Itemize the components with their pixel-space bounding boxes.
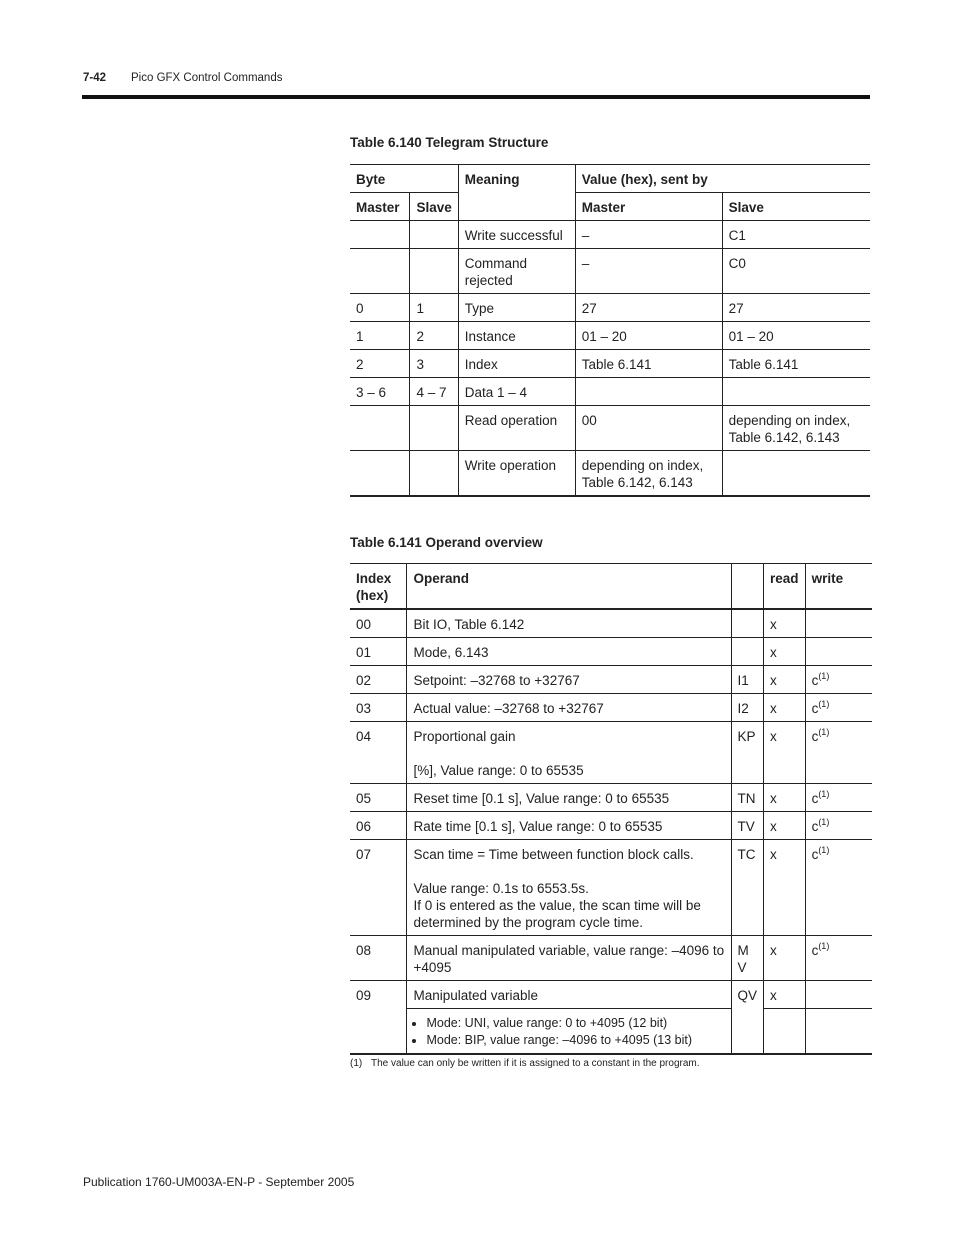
cell-value-slave: [722, 378, 870, 406]
list-item: • Mode: UNI, value range: 0 to +4095 (12 bit): [426, 1015, 724, 1032]
cell-value-slave: 27: [722, 294, 870, 322]
cell-byte-slave: 2: [410, 322, 458, 350]
cell-operand: Setpoint: –32768 to +32767: [407, 666, 731, 694]
footnote-ref: (1): [818, 817, 830, 827]
cell-value-master: [575, 378, 722, 406]
table-row: [350, 322, 870, 350]
header-value: Value (hex), sent by: [575, 165, 870, 193]
footnote-text: The value can only be written if it is assigned to a constant in the program.: [371, 1058, 700, 1069]
cell-value-slave: 01 – 20: [722, 322, 870, 350]
cell-code: I2: [731, 694, 764, 722]
footnote-ref: (1): [818, 845, 830, 855]
table-row: [350, 350, 870, 378]
write-value: c: [811, 673, 819, 688]
operand-line: Scan time = Time between function block calls.: [413, 847, 694, 862]
header-byte-master: Master: [350, 193, 410, 221]
cell-read: x: [764, 784, 806, 812]
table-row: [350, 666, 872, 694]
cell-code: TN: [731, 784, 764, 812]
cell-value-master: 00: [575, 406, 722, 451]
cell-read: x: [764, 981, 806, 1009]
cell-read: x: [764, 609, 806, 638]
cell-value-master: –: [575, 221, 722, 249]
cell-read: x: [764, 936, 806, 981]
cell-operand: [407, 840, 731, 936]
cell-write: [805, 1009, 872, 1055]
cell-code: [731, 638, 764, 666]
cell-meaning: Index: [458, 350, 575, 378]
cell-value-slave: C0: [722, 249, 870, 294]
table-header-row: [350, 564, 872, 610]
table-row: [350, 981, 872, 1009]
header-value-master: Master: [575, 193, 722, 221]
table-row: [350, 694, 872, 722]
table-row: [350, 294, 870, 322]
cell-write: [805, 609, 872, 638]
operand-line: [%], Value range: 0 to 65535: [413, 763, 584, 778]
cell-index: 06: [350, 812, 407, 840]
cell-write: [805, 784, 872, 812]
cell-byte-master: [350, 406, 410, 451]
write-value: c: [811, 847, 819, 862]
cell-read: x: [764, 666, 806, 694]
header-code: [731, 564, 764, 610]
write-value: c: [811, 791, 819, 806]
cell-value-master: 01 – 20: [575, 322, 722, 350]
list-item: • Mode: BIP, value range: –4096 to +4095 (13 bit): [426, 1032, 724, 1049]
operand-line: Value range: 0.1s to 6553.5s.: [413, 881, 589, 896]
footnote-number: (1): [350, 1058, 363, 1069]
cell-read: x: [764, 722, 806, 784]
header-value-slave: Slave: [722, 193, 870, 221]
header-read: read: [764, 564, 806, 610]
cell-operand: Bit IO, Table 6.142: [407, 609, 731, 638]
table-caption-operand: Table 6.141 Operand overview: [350, 535, 543, 550]
cell-byte-slave: [410, 221, 458, 249]
cell-value-slave: depending on index, Table 6.142, 6.143: [722, 406, 870, 451]
header-byte: Byte: [350, 165, 458, 193]
cell-code: I1: [731, 666, 764, 694]
write-value: c: [811, 729, 819, 744]
footnote-ref: (1): [818, 671, 830, 681]
cell-byte-slave: 4 – 7: [410, 378, 458, 406]
cell-code: M V: [731, 936, 764, 981]
cell-meaning: Write operation: [458, 451, 575, 497]
cell-operand: Mode, 6.143: [407, 638, 731, 666]
footnote-ref: (1): [818, 727, 830, 737]
cell-index: 00: [350, 609, 407, 638]
table-header-row: [350, 165, 870, 193]
cell-meaning: Type: [458, 294, 575, 322]
table-row: [350, 406, 870, 451]
footnote: [350, 1058, 700, 1069]
cell-code: TV: [731, 812, 764, 840]
page-header: [83, 72, 282, 84]
cell-write: [805, 722, 872, 784]
table-row: [350, 722, 872, 784]
cell-index: 07: [350, 840, 407, 936]
write-value: c: [811, 819, 819, 834]
cell-read: x: [764, 812, 806, 840]
cell-byte-master: 3 – 6: [350, 378, 410, 406]
cell-index: 03: [350, 694, 407, 722]
cell-value-master: 27: [575, 294, 722, 322]
cell-byte-master: 2: [350, 350, 410, 378]
cell-operand: Manipulated variable: [407, 981, 731, 1009]
cell-byte-master: [350, 249, 410, 294]
cell-write: [805, 666, 872, 694]
cell-value-slave: Table 6.141: [722, 350, 870, 378]
cell-operand: Manual manipulated variable, value range: –4096 to +4095: [407, 936, 731, 981]
cell-write: [805, 840, 872, 936]
cell-read: [764, 1009, 806, 1055]
footnote-ref: (1): [818, 699, 830, 709]
operand-line: If 0 is entered as the value, the scan time will be determined by the program cycle time.: [413, 898, 701, 930]
cell-code: QV: [731, 981, 764, 1055]
cell-byte-master: [350, 221, 410, 249]
cell-operand: [407, 722, 731, 784]
write-value: c: [811, 701, 819, 716]
cell-operand: Reset time [0.1 s], Value range: 0 to 65535: [407, 784, 731, 812]
write-value: c: [811, 943, 819, 958]
cell-code: KP: [731, 722, 764, 784]
cell-read: x: [764, 840, 806, 936]
header-meaning: Meaning: [458, 165, 575, 221]
cell-value-master: Table 6.141: [575, 350, 722, 378]
cell-byte-master: [350, 451, 410, 497]
header-index: Index (hex): [350, 564, 407, 610]
section-title: Pico GFX Control Commands: [131, 72, 283, 84]
table-row: [350, 249, 870, 294]
cell-code: [731, 609, 764, 638]
cell-meaning: Instance: [458, 322, 575, 350]
table-row: [350, 221, 870, 249]
cell-byte-slave: [410, 249, 458, 294]
cell-value-master: –: [575, 249, 722, 294]
table-row: [350, 638, 872, 666]
table-row: [350, 784, 872, 812]
cell-meaning: Command rejected: [458, 249, 575, 294]
cell-meaning: Data 1 – 4: [458, 378, 575, 406]
footnote-ref: (1): [818, 941, 830, 951]
table-row: [350, 1009, 872, 1055]
cell-write: [805, 936, 872, 981]
cell-index: 04: [350, 722, 407, 784]
table-row: [350, 840, 872, 936]
cell-index: 09: [356, 988, 372, 1003]
cell-operand: Actual value: –32768 to +32767: [407, 694, 731, 722]
cell-read: x: [764, 638, 806, 666]
cell-value-slave: C1: [722, 221, 870, 249]
table-row: [350, 609, 872, 638]
cell-write: [805, 638, 872, 666]
cell-index: 08: [350, 936, 407, 981]
cell-code: TC: [731, 840, 764, 936]
bullet-list: [413, 1015, 724, 1049]
cell-index: 01: [350, 638, 407, 666]
cell-byte-slave: 1: [410, 294, 458, 322]
table-subheader-row: [350, 193, 870, 221]
cell-value-slave: [722, 451, 870, 497]
cell-operand: Rate time [0.1 s], Value range: 0 to 65535: [407, 812, 731, 840]
operand-line: Proportional gain: [413, 729, 516, 744]
cell-meaning: Read operation: [458, 406, 575, 451]
cell-index: 05: [350, 784, 407, 812]
cell-byte-slave: 3: [410, 350, 458, 378]
header-rule: [82, 95, 870, 99]
cell-value-master: depending on index, Table 6.142, 6.143: [575, 451, 722, 497]
cell-byte-master: 1: [350, 322, 410, 350]
cell-write: [805, 981, 872, 1009]
operand-overview-table: [350, 563, 872, 1055]
cell-read: x: [764, 694, 806, 722]
cell-write: [805, 812, 872, 840]
cell-write: [805, 694, 872, 722]
header-byte-slave: Slave: [410, 193, 458, 221]
cell-index: 02: [350, 666, 407, 694]
cell-meaning: Write successful: [458, 221, 575, 249]
telegram-structure-table: [350, 164, 870, 497]
header-write: write: [805, 564, 872, 610]
header-operand: Operand: [407, 564, 731, 610]
table-caption-telegram: Table 6.140 Telegram Structure: [350, 135, 549, 150]
page-footer: Publication 1760-UM003A-EN-P - September 2005: [83, 1175, 355, 1189]
cell-byte-master: 0: [350, 294, 410, 322]
cell-operand-bullets: [407, 1009, 731, 1055]
cell-byte-slave: [410, 451, 458, 497]
table-row: [350, 812, 872, 840]
cell-byte-slave: [410, 406, 458, 451]
page-number: 7-42: [83, 72, 107, 84]
table-row: [350, 451, 870, 497]
table-row: [350, 378, 870, 406]
table-row: [350, 936, 872, 981]
footnote-ref: (1): [818, 789, 830, 799]
